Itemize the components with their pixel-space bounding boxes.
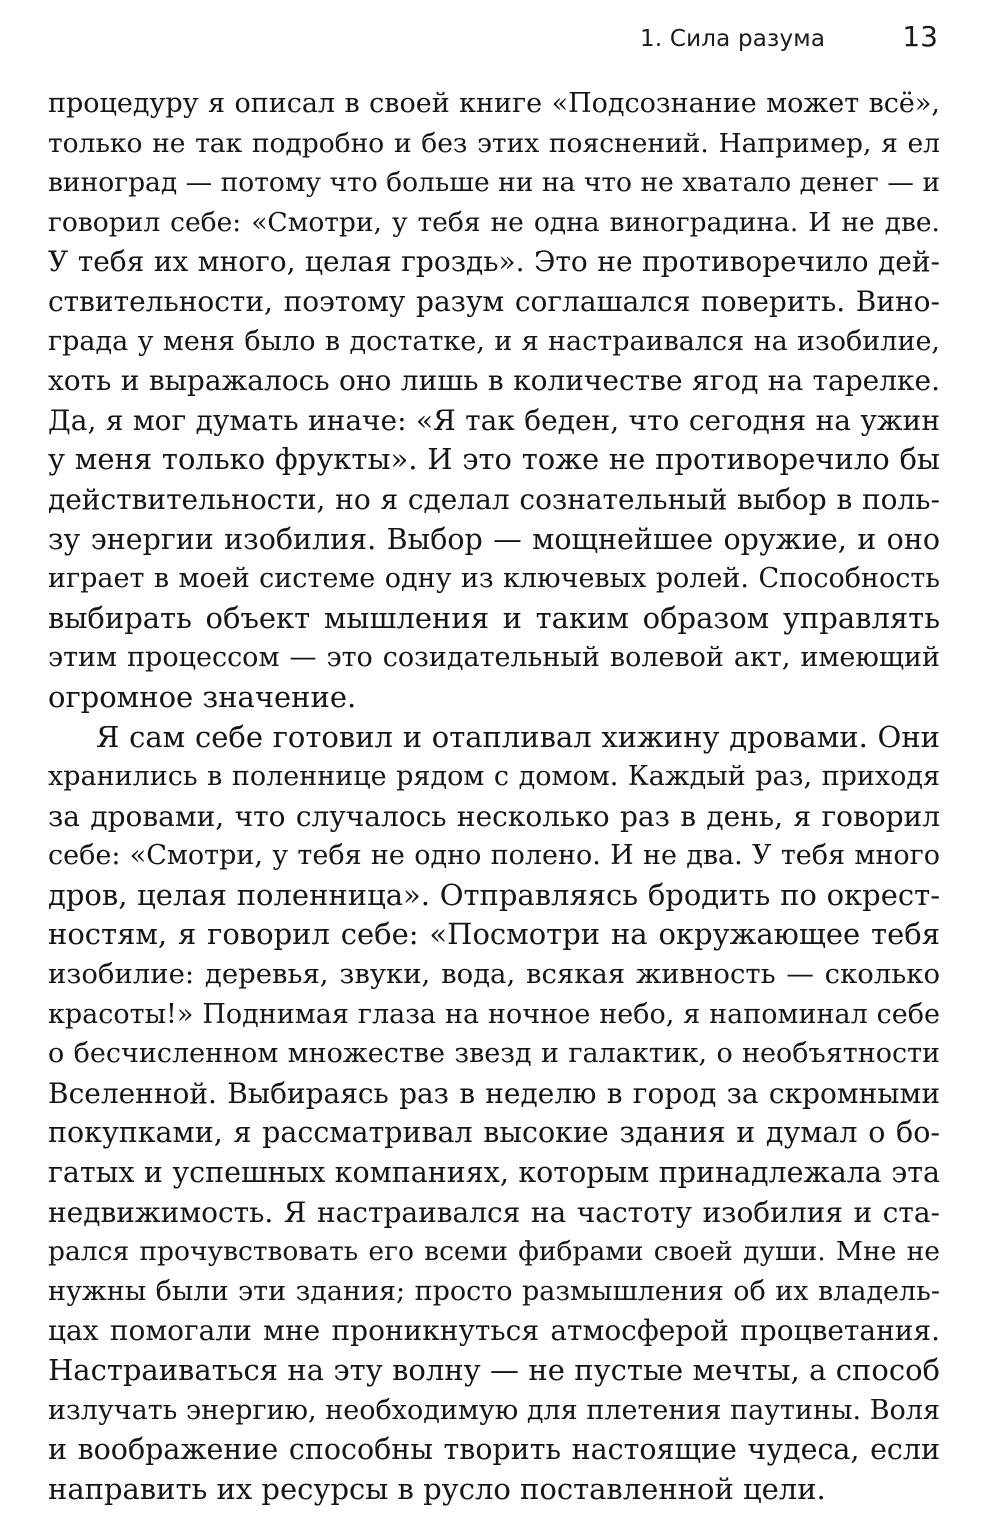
page-number: 13 <box>902 20 938 53</box>
text-line: гатых и успешных компаниях, которым принадлежала эта <box>48 1156 940 1190</box>
text-line: излучать энергию, необходимую для плетения паутины. Воля <box>48 1394 940 1426</box>
text-line: о бесчисленном множестве звезд и галактик, о необъятности <box>48 1038 940 1070</box>
text-line: ствительности, поэтому разум соглашался поверить. Вино- <box>48 284 940 318</box>
text-line: недвижимость. Я настраивался на частоту изобилия и ста- <box>48 1195 940 1229</box>
text-line: и воображение способны творить настоящие чудеса, если <box>48 1433 940 1467</box>
text-line: огромное значение. <box>48 679 357 714</box>
text-line: дров, целая поленница». Отправляясь бродить по окрест- <box>48 877 940 912</box>
text-line: у меня только фрукты». И это тоже не противоречило бы <box>48 442 940 477</box>
running-head <box>560 18 938 58</box>
text-line: града у меня было в достатке, и я настраивался на изобилие, <box>48 325 940 357</box>
text-line: выбирать объект мышления и таким образом управлять <box>48 600 940 635</box>
text-line: У тебя их много, целая гроздь». Это не противоречило дей- <box>48 245 940 279</box>
text-line: покупками, я рассматривал высокие здания и думал о бо- <box>48 1116 940 1150</box>
text-line: Я сам себе готовил и отапливал хижину дровами. Они <box>96 719 940 754</box>
text-line: играет в моей системе одну из ключевых ролей. Способность <box>48 563 940 595</box>
text-line: рался прочувствовать его всеми фибрами своей души. Мне не <box>48 1236 940 1268</box>
text-line: действительности, но я сделал сознательный выбор в поль- <box>48 482 940 516</box>
text-line: хоть и выражалось оно лишь в количестве ягод на тарелке. <box>48 364 940 398</box>
text-line: Настраиваться на эту волну — не пустые мечты, а способ <box>48 1353 940 1387</box>
text-line: процедуру я описал в своей книге «Подсознание может всё», <box>48 88 940 119</box>
text-line: говорил себе: «Смотри, у тебя не одна виноградина. И не две. <box>48 206 940 238</box>
text-line: Вселенной. Выбираясь раз в неделю в город за скромными <box>48 1076 940 1110</box>
text-line: за дровами, что случалось несколько раз в день, я говорил <box>48 799 940 833</box>
text-line: только не так подробно и без этих пояснений. Например, я ел <box>48 127 940 159</box>
text-line: Да, я мог думать иначе: «Я так беден, что сегодня на ужин <box>48 403 940 437</box>
paragraph-2 <box>48 718 940 1510</box>
paragraph-1 <box>48 84 940 718</box>
text-line: этим процессом — это созидательный волевой акт, имеющий <box>48 642 940 674</box>
text-line: изобилие: деревья, звуки, вода, всякая живность — сколько <box>48 958 940 991</box>
body-text <box>48 84 940 1509</box>
text-line: нужны были эти здания; просто размышления об их владель- <box>48 1275 940 1307</box>
text-line: виноград — потому что больше ни на что не хватало денег — и <box>48 167 940 199</box>
text-line: ностям, я говорил себе: «Посмотри на окружающее тебя <box>48 917 940 952</box>
text-line: направить их ресурсы в русло поставленной цели. <box>48 1471 826 1506</box>
text-line: хранились в поленнице рядом с домом. Каждый раз, приходя <box>48 761 940 793</box>
chapter-title: 1. Сила разума <box>640 26 826 52</box>
text-line: зу энергии изобилия. Выбор — мощнейшее оружие, и оно <box>48 522 940 556</box>
text-line: себе: «Смотри, у тебя не одно полено. И не два. У тебя много <box>48 840 940 872</box>
text-line: цах помогали мне проникнуться атмосферой процветания. <box>48 1314 940 1348</box>
text-line: красоты!» Поднимая глаза на ночное небо, я напоминал себе <box>48 998 940 1030</box>
